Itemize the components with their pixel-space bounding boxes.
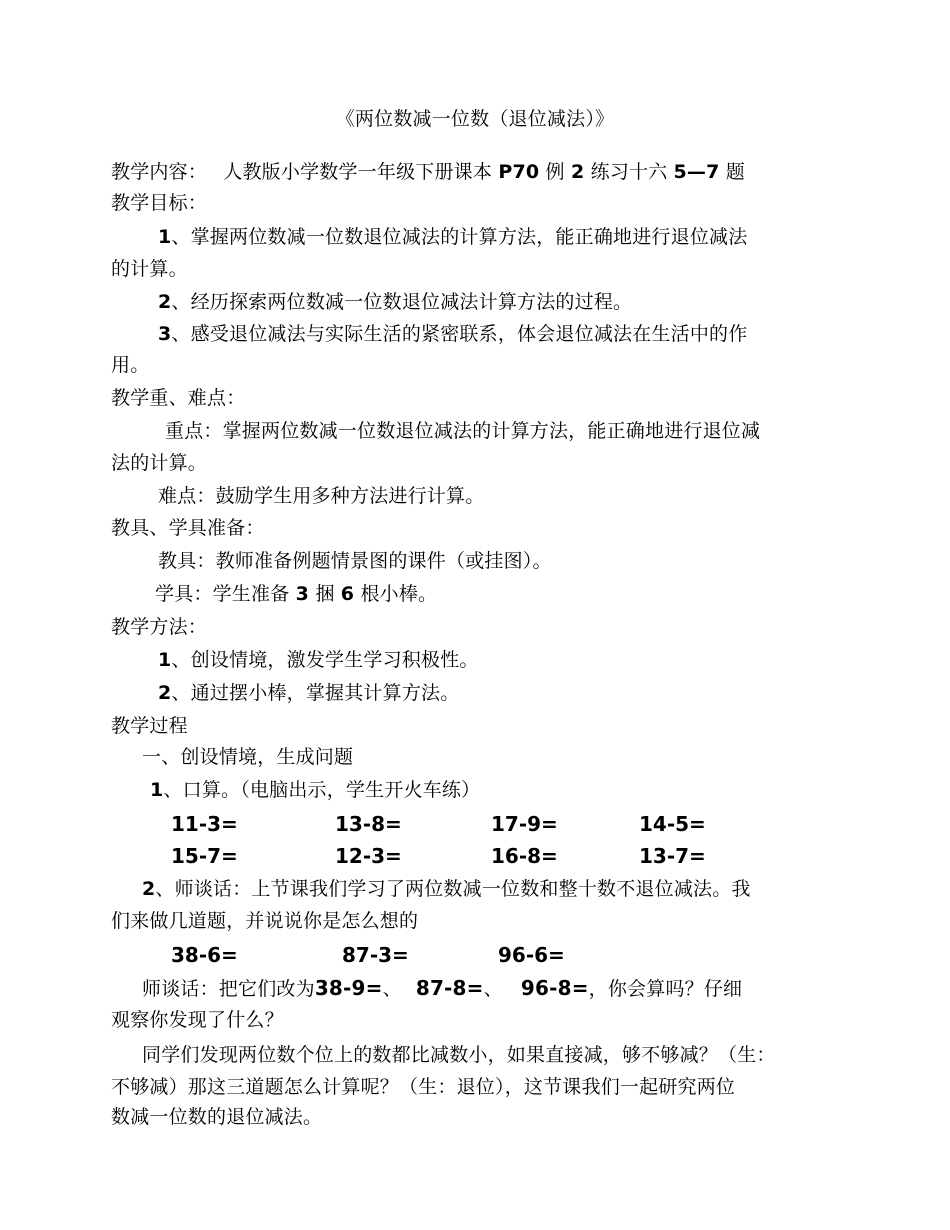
equation: 12-3= [335, 844, 402, 868]
equation: 17-9= [491, 812, 558, 836]
equation: 87-3= [342, 943, 409, 967]
equation: 15-7= [171, 844, 238, 868]
key-point-cont: 法的计算。 [111, 452, 208, 474]
goal-3-cont: 用。 [111, 354, 150, 376]
equation: 13-8= [335, 812, 402, 836]
method-2-text: 、通过摆小棒，掌握其计算方法。 [171, 682, 460, 704]
teacher-tools: 教具：教师准备例题情景图的课件（或挂图）。 [158, 550, 552, 572]
talk-line-2: 们来做几道题，并说说你是怎么想的 [111, 910, 419, 932]
content-example-num: 2 [571, 161, 585, 183]
bundle-count: 3 [295, 583, 310, 605]
talk-num: 2 [142, 878, 156, 900]
stick-count: 6 [340, 583, 355, 605]
equation: 16-8= [491, 844, 558, 868]
student-tools [155, 581, 850, 607]
student-tools-text-a: 学具：学生准备 [155, 583, 290, 605]
method-2-num: 2 [158, 682, 172, 704]
oral-calc-num: 1 [150, 779, 164, 801]
method-1-num: 1 [158, 649, 172, 671]
goal-2-num: 2 [158, 291, 172, 313]
content-range: 5—7 [673, 161, 720, 183]
teacher-talk-line-1 [142, 975, 850, 1002]
changed-equation-1: 38-9= [314, 976, 383, 1000]
equation: 14-5= [639, 812, 706, 836]
teacher-talk-text-b: ，你会算吗？仔细 [588, 978, 743, 1000]
oral-calc-line [150, 777, 850, 803]
student-tools-text-c: 根小棒。 [360, 583, 438, 605]
goal-3 [158, 321, 850, 347]
content-label: 教学内容： [111, 161, 208, 183]
goal-1-text: 、掌握两位数减一位数退位减法的计算方法，能正确地进行退位减法 [171, 226, 748, 248]
equation: 11-3= [171, 812, 238, 836]
oral-calc-text: 、口算。（电脑出示，学生开火车练） [163, 779, 481, 801]
talk-line-1 [142, 876, 850, 902]
difficult-point: 难点：鼓励学生用多种方法进行计算。 [158, 485, 485, 507]
talk-text: 、师谈话：上节课我们学习了两位数减一位数和整十数不退位减法。我 [155, 878, 751, 900]
goal-3-num: 3 [158, 323, 172, 345]
goals-heading: 教学目标： [111, 192, 208, 214]
goal-1-cont: 的计算。 [111, 258, 188, 280]
finding-line-3: 数减一位数的退位减法。 [111, 1106, 323, 1128]
goal-1 [158, 224, 850, 250]
equation: 13-7= [639, 844, 706, 868]
teacher-talk-line-2: 观察你发现了什么？ [111, 1009, 284, 1031]
separator-1: 、 [382, 978, 402, 1000]
separator-2: 、 [483, 978, 503, 1000]
key-heading: 教学重、难点： [111, 387, 246, 409]
equation: 38-6= [171, 943, 238, 967]
content-text-b: 例 [545, 161, 565, 183]
finding-line-1: 同学们发现两位数个位上的数都比减数小，如果直接减，够不够减？（生： [142, 1044, 776, 1066]
student-tools-text-b: 捆 [315, 583, 335, 605]
method-1 [158, 647, 850, 673]
tools-heading: 教具、学具准备： [111, 517, 265, 539]
teacher-talk-text-a: 师谈话：把它们改为 [142, 978, 315, 1000]
content-text-d: 题 [725, 161, 745, 183]
content-text-c: 练习十六 [590, 161, 668, 183]
method-2 [158, 680, 850, 706]
content-text-a: 人教版小学数学一年级下册课本 [223, 161, 493, 183]
content-page: P70 [498, 161, 540, 183]
key-point: 重点：掌握两位数减一位数退位减法的计算方法，能正确地进行退位减 [165, 420, 761, 442]
content-line [111, 159, 850, 185]
equation: 96-6= [498, 943, 565, 967]
process-heading: 教学过程 [111, 715, 188, 737]
goal-1-num: 1 [158, 226, 172, 248]
methods-heading: 教学方法： [111, 616, 208, 638]
finding-line-2: 不够减）那这三道题怎么计算呢？（生：退位），这节课我们一起研究两位 [111, 1076, 736, 1098]
changed-equation-3: 96-8= [520, 976, 589, 1000]
goal-2 [158, 289, 850, 315]
goal-3-text: 、感受退位减法与实际生活的紧密联系，体会退位减法在生活中的作 [171, 323, 748, 345]
section-1-heading: 一、创设情境，生成问题 [142, 746, 354, 768]
goal-2-text: 、经历探索两位数减一位数退位减法计算方法的过程。 [171, 291, 633, 313]
method-1-text: 、创设情境，激发学生学习积极性。 [171, 649, 479, 671]
changed-equation-2: 87-8= [415, 976, 484, 1000]
document-title: 《两位数减一位数（退位减法）》 [335, 108, 615, 130]
